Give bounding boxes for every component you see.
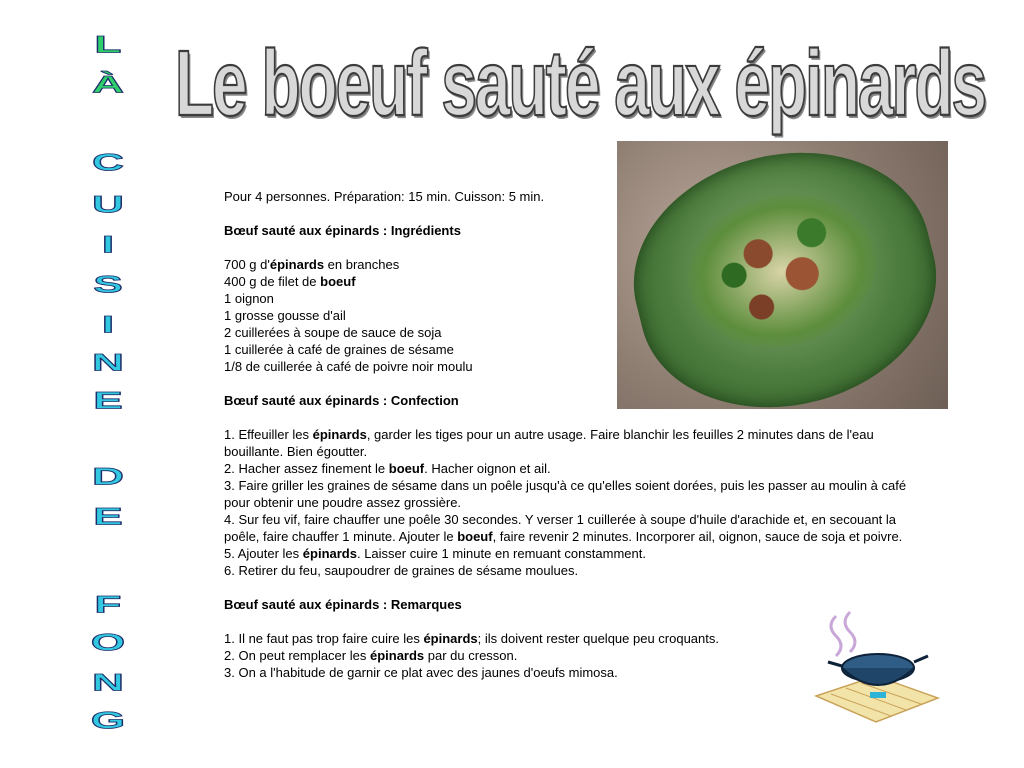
vertical-title-letter: I: [101, 231, 115, 259]
vertical-title-letter: F: [94, 591, 122, 619]
ingredients-list: [224, 256, 914, 375]
confection-heading: Bœuf sauté aux épinards : Confection: [224, 393, 459, 408]
vertical-title-letter: C: [92, 149, 124, 177]
remarque-item: 1. Il ne faut pas trop faire cuire les épinards; ils doivent rester quelque peu croquants.: [224, 631, 719, 646]
steps-list: [224, 426, 914, 579]
vertical-wordart-title: [38, 30, 178, 750]
vertical-title-letter: N: [92, 349, 124, 377]
ingredient-item: 1 oignon: [224, 291, 274, 306]
ingredients-heading: Bœuf sauté aux épinards : Ingrédients: [224, 223, 461, 238]
vertical-title-letter: À: [92, 71, 124, 99]
page-title-banner: [160, 30, 1000, 136]
step-item: 3. Faire griller les graines de sésame dans un poêle jusqu'à ce qu'elles soient dorées, puis les passer au moulin à café pour obtenir une poudre assez grossière.: [224, 478, 907, 510]
remarques-heading: Bœuf sauté aux épinards : Remarques: [224, 597, 462, 612]
ingredient-item: 400 g de filet de boeuf: [224, 274, 356, 289]
ingredient-item: 1 grosse gousse d'ail: [224, 308, 346, 323]
vertical-title-letter: U: [92, 191, 124, 219]
page-title: Le boeuf sauté aux épinards: [174, 30, 986, 136]
vertical-title-letter: S: [93, 271, 123, 299]
vertical-title-letter: E: [93, 503, 123, 531]
vertical-title-letter: N: [92, 669, 124, 697]
step-item: 5. Ajouter les épinards. Laisser cuire 1 minute en remuant constamment.: [224, 546, 646, 561]
step-item: 4. Sur feu vif, faire chauffer une poêle 30 secondes. Y verser 1 cuillerée à soupe d'huile d'arachide et, en secouant la poêle, faire chauffer 1 minute. Ajouter le boeuf, faire revenir 2 minutes. Incorporer ail, oignon, sauce de soja et poivre.: [224, 512, 903, 544]
ingredient-item: 1 cuillerée à café de graines de sésame: [224, 342, 454, 357]
step-item: 6. Retirer du feu, saupoudrer de graines de sésame moulues.: [224, 563, 579, 578]
ingredient-item: 700 g d'épinards en branches: [224, 257, 400, 272]
step-item: 1. Effeuiller les épinards, garder les tiges pour un autre usage. Faire blanchir les feuilles 2 minutes dans de l'eau bouillante. Bien égoutter.: [224, 427, 874, 459]
vertical-title-letter: D: [92, 463, 124, 491]
vertical-title-letter: G: [90, 707, 126, 735]
vertical-title-letter: O: [90, 629, 126, 657]
vertical-title-letter: L: [94, 31, 122, 59]
ingredient-item: 1/8 de cuillerée à café de poivre noir moulu: [224, 359, 473, 374]
step-item: 2. Hacher assez finement le boeuf. Hacher oignon et ail.: [224, 461, 551, 476]
vertical-title-letter: E: [93, 387, 123, 415]
vertical-title-letter: I: [101, 311, 115, 339]
recipe-intro: Pour 4 personnes. Préparation: 15 min. Cuisson: 5 min.: [224, 189, 545, 204]
ingredient-item: 2 cuillerées à soupe de sauce de soja: [224, 325, 442, 340]
remarque-item: 3. On a l'habitude de garnir ce plat avec des jaunes d'oeufs mimosa.: [224, 665, 618, 680]
wok-icon: [806, 606, 941, 724]
remarque-item: 2. On peut remplacer les épinards par du cresson.: [224, 648, 518, 663]
